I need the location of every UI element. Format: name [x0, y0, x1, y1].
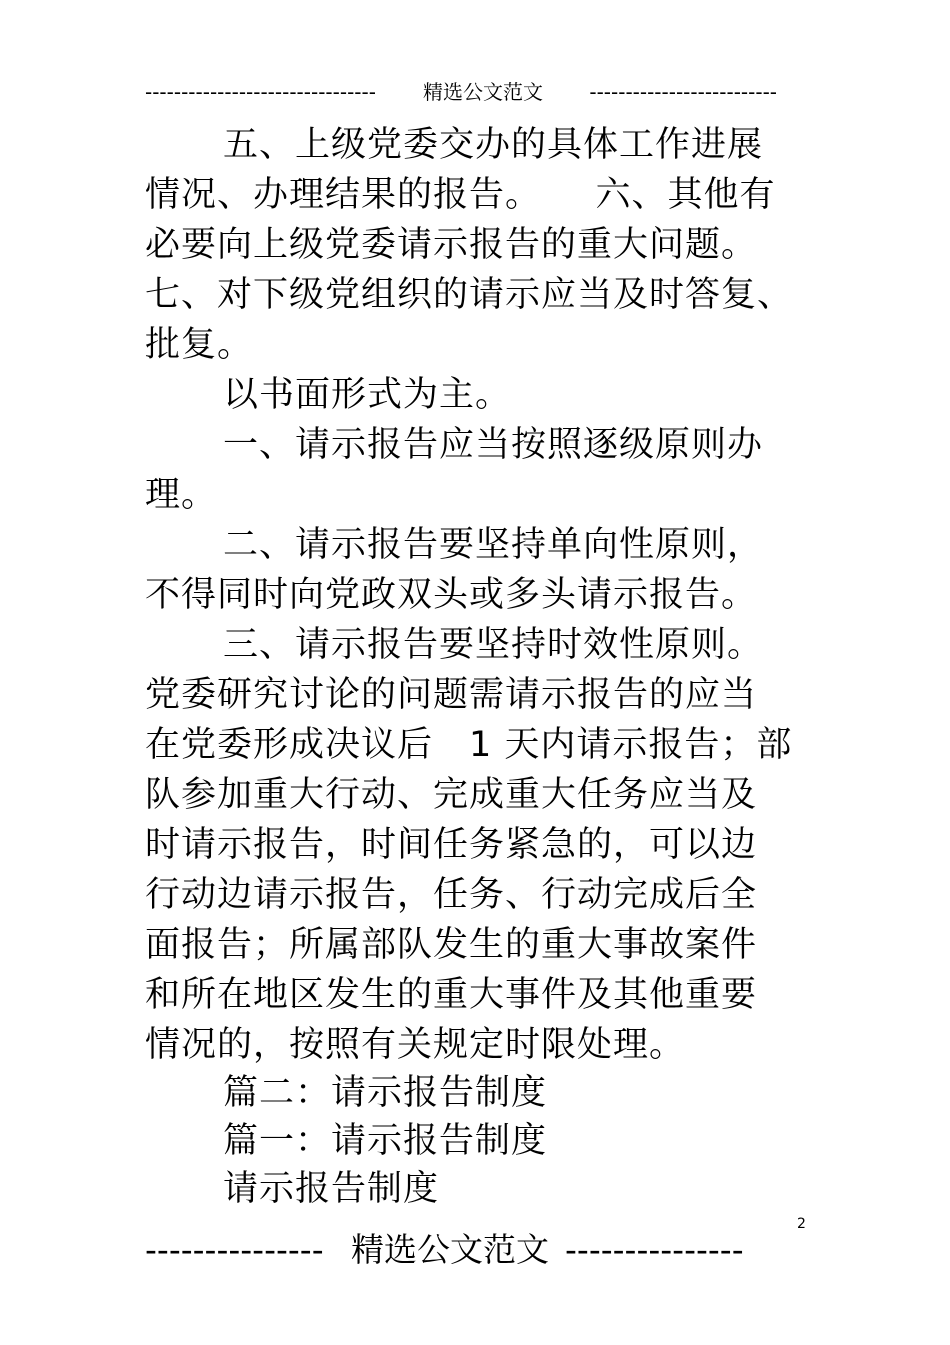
body-line: 五、上级党委交办的具体工作进展 [223, 125, 764, 165]
body-line: 行动边请示报告，任务、行动完成后全 [145, 875, 758, 915]
body-line: 情况、办理结果的报告。 六、其他有 [145, 175, 776, 215]
section-heading: 篇二：请示报告制度 [223, 1073, 548, 1113]
header-title: 精选公文范文 [423, 80, 543, 104]
footer-dashes-left: --------------- [145, 1230, 324, 1269]
body-line: 在党委形成决议后 1 天内请示报告；部 [145, 725, 793, 765]
body-line: 情况的，按照有关规定时限处理。 [145, 1025, 686, 1065]
header-dashes-right: -------------------------- [589, 80, 777, 104]
body-line: 党委研究讨论的问题需请示报告的应当 [145, 675, 758, 715]
body-line: 和所在地区发生的重大事件及其他重要 [145, 975, 758, 1015]
body-line: 必要向上级党委请示报告的重大问题。 [145, 225, 758, 265]
page-header [145, 80, 777, 104]
body-line: 三、请示报告要坚持时效性原则。 [223, 625, 764, 665]
footer-title: 精选公文范文 [351, 1230, 549, 1269]
body-line: 以书面形式为主。 [223, 375, 512, 415]
body-line: 七、对下级党组织的请示应当及时答复、 [145, 275, 794, 315]
body-line: 不得同时向党政双头或多头请示报告。 [145, 575, 758, 615]
body-line: 二、请示报告要坚持单向性原则， [223, 525, 764, 565]
body-line: 时请示报告，时间任务紧急的，可以边 [145, 825, 758, 865]
section-heading: 篇一：请示报告制度 [223, 1121, 548, 1161]
page-footer [145, 1225, 769, 1275]
footer-dashes-right: --------------- [565, 1230, 744, 1269]
body-line: 队参加重大行动、完成重大任务应当及 [145, 775, 758, 815]
page-number: 2 [797, 1216, 806, 1232]
body-line: 一、请示报告应当按照逐级原则办 [223, 425, 764, 465]
body-line: 批复。 [145, 325, 254, 365]
header-dashes-left: -------------------------------- [145, 80, 376, 104]
body-line: 面报告；所属部队发生的重大事故案件 [145, 925, 758, 965]
section-heading: 请示报告制度 [223, 1169, 440, 1209]
body-line: 理。 [145, 475, 218, 515]
